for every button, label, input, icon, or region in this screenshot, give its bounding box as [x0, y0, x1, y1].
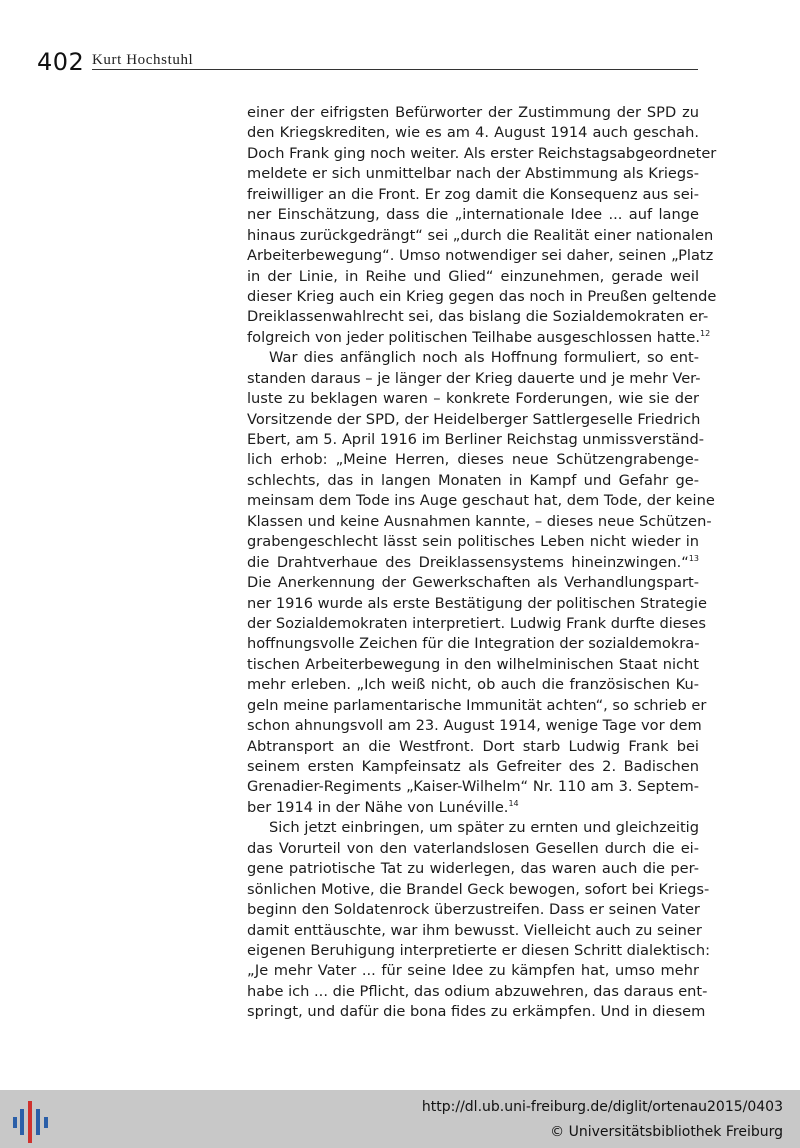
text-line: seinem ersten Kampfeinsatz als Gefreiter des 2. Badischen [247, 758, 699, 775]
text-line: Die Anerkennung der Gewerkschaften als Verhandlungspart- [247, 574, 699, 592]
text-line: Grenadier-Regiments „Kaiser-Wilhelm“ Nr. 110 am 3. Septem- [247, 778, 699, 796]
text-line: hoffnungsvolle Zeichen für die Integration der sozialdemokra- [247, 635, 700, 653]
text-line-content: folgreich von jeder politischen Teilhabe ausgeschlossen hatte. [247, 328, 701, 346]
text-line: eigenen Beruhigung interpretierte er diesen Schritt dialektisch: [247, 941, 710, 959]
text-line: freiwilliger an die Front. Er zog damit die Konsequenz aus sei- [247, 185, 699, 203]
text-line: geln meine parlamentarische Immunität achten“, so schrieb er [247, 696, 707, 714]
text-line: das Vorurteil von den vaterlandslosen Gesellen durch die ei- [247, 839, 699, 857]
text-line: Doch Frank ging noch weiter. Als erster Reichstagsabgeordneter [247, 144, 717, 162]
text-line: sönlichen Motive, die Brandel Geck bewogen, sofort bei Kriegs- [247, 880, 710, 898]
text-line: Sich jetzt einbringen, um später zu ernten und gleichzeitig [269, 819, 699, 837]
text-line: grabengeschlecht lässt sein politisches Leben nicht wieder in [247, 533, 699, 551]
text-line: Klassen und keine Ausnahmen kannte, – dieses neue Schützen- [247, 512, 712, 530]
text-line: gene patriotische Tat zu widerlegen, das waren auch die per- [247, 860, 699, 878]
logo-bar [36, 1109, 40, 1135]
header-rule [92, 69, 698, 70]
logo-bar [44, 1117, 48, 1128]
text-line: Vorsitzende der SPD, der Heidelberger Sattlergeselle Friedrich [247, 410, 701, 428]
text-line: Ebert, am 5. April 1916 im Berliner Reichstag unmissverständ- [247, 431, 705, 448]
text-line: standen daraus – je länger der Krieg dauerte und je mehr Ver- [247, 369, 701, 387]
text-line: hinaus zurückgedrängt“ sei „durch die Realität einer nationalen [247, 226, 714, 244]
text-line: lich erhob: „Meine Herren, dieses neue Schützengrabenge- [247, 451, 699, 469]
text-line: War dies anfänglich noch als Hoffnung formuliert, so ent- [269, 349, 699, 367]
text-line: luste zu beklagen waren – konkrete Forderungen, wie sie der [247, 390, 699, 408]
copyright-notice: © Universitätsbibliothek Freiburg [550, 1124, 783, 1140]
text-line [247, 798, 699, 818]
text-line: in der Linie, in Reihe und Glied“ einzunehmen, gerade weil [247, 267, 699, 285]
text-line: tischen Arbeiterbewegung in den wilhelminischen Staat nicht [247, 655, 699, 673]
text-line: beginn den Soldatenrock überzustreifen. Dass er seinen Vater [247, 901, 700, 919]
text-line: meldete er sich unmittelbar nach der Abstimmung als Kriegs- [247, 165, 699, 183]
text-line: ner Einschätzung, dass die „internationale Idee ... auf lange [247, 206, 699, 224]
text-line: schlechts, das in langen Monaten in Kampf und Gefahr ge- [247, 471, 699, 489]
text-line: Abtransport an die Westfront. Dort starb Ludwig Frank bei [247, 737, 699, 755]
text-line-content: ber 1914 in der Nähe von Lunéville. [247, 798, 509, 816]
logo-bar [28, 1101, 32, 1143]
digital-library-link[interactable]: http://dl.ub.uni-freiburg.de/diglit/ortenau2015/0403 [421, 1099, 783, 1115]
text-line: Dreiklassenwahlrecht sei, das bislang die Sozialdemokraten er- [247, 308, 709, 326]
text-line: ner 1916 wurde als erste Bestätigung der politischen Strategie [247, 594, 707, 612]
text-line-content: die Drahtverhaue des Dreiklassensystems hineinzwingen.“ [247, 553, 689, 571]
text-line: mehr erleben. „Ich weiß nicht, ob auch die französischen Ku- [247, 676, 699, 694]
page-number: 402 [37, 48, 85, 76]
text-line: den Kriegskrediten, wie es am 4. August 1914 auch geschah. [247, 124, 699, 142]
text-line: Arbeiterbewegung“. Umso notwendiger sei daher, seinen „Platz [247, 247, 714, 265]
text-line: der Sozialdemokraten interpretiert. Ludwig Frank durfte dieses [247, 614, 706, 632]
text-line: schon ahnungsvoll am 23. August 1914, wenige Tage vor dem [247, 717, 702, 735]
text-line [247, 328, 711, 348]
logo-bar [13, 1117, 17, 1128]
footnote-ref[interactable]: 14 [508, 798, 519, 808]
logo-bar [20, 1109, 24, 1135]
running-head: Kurt Hochstuhl [92, 52, 194, 68]
text-line: damit enttäuschte, war ihm bewusst. Vielleicht auch zu seiner [247, 921, 702, 939]
text-line: „Je mehr Vater ... für seine Idee zu kämpfen hat, umso mehr [247, 962, 699, 980]
text-line: habe ich ... die Pflicht, das odium abzuwehren, das daraus ent- [247, 982, 708, 1000]
university-library-logo-icon [11, 1095, 51, 1143]
footnote-ref[interactable]: 13 [688, 553, 699, 563]
body-text [247, 103, 717, 1023]
text-line: dieser Krieg auch ein Krieg gegen das noch in Preußen geltende [247, 287, 717, 305]
footnote-ref[interactable]: 12 [700, 328, 711, 338]
text-line: einer der eifrigsten Befürworter der Zustimmung der SPD zu [247, 104, 699, 121]
footer-bar [0, 1090, 800, 1148]
text-line: springt, und dafür die bona fides zu erkämpfen. Und in diesem [247, 1003, 706, 1021]
text-line [247, 553, 699, 573]
text-line: meinsam dem Tode ins Auge geschaut hat, dem Tode, der keine [247, 492, 715, 510]
